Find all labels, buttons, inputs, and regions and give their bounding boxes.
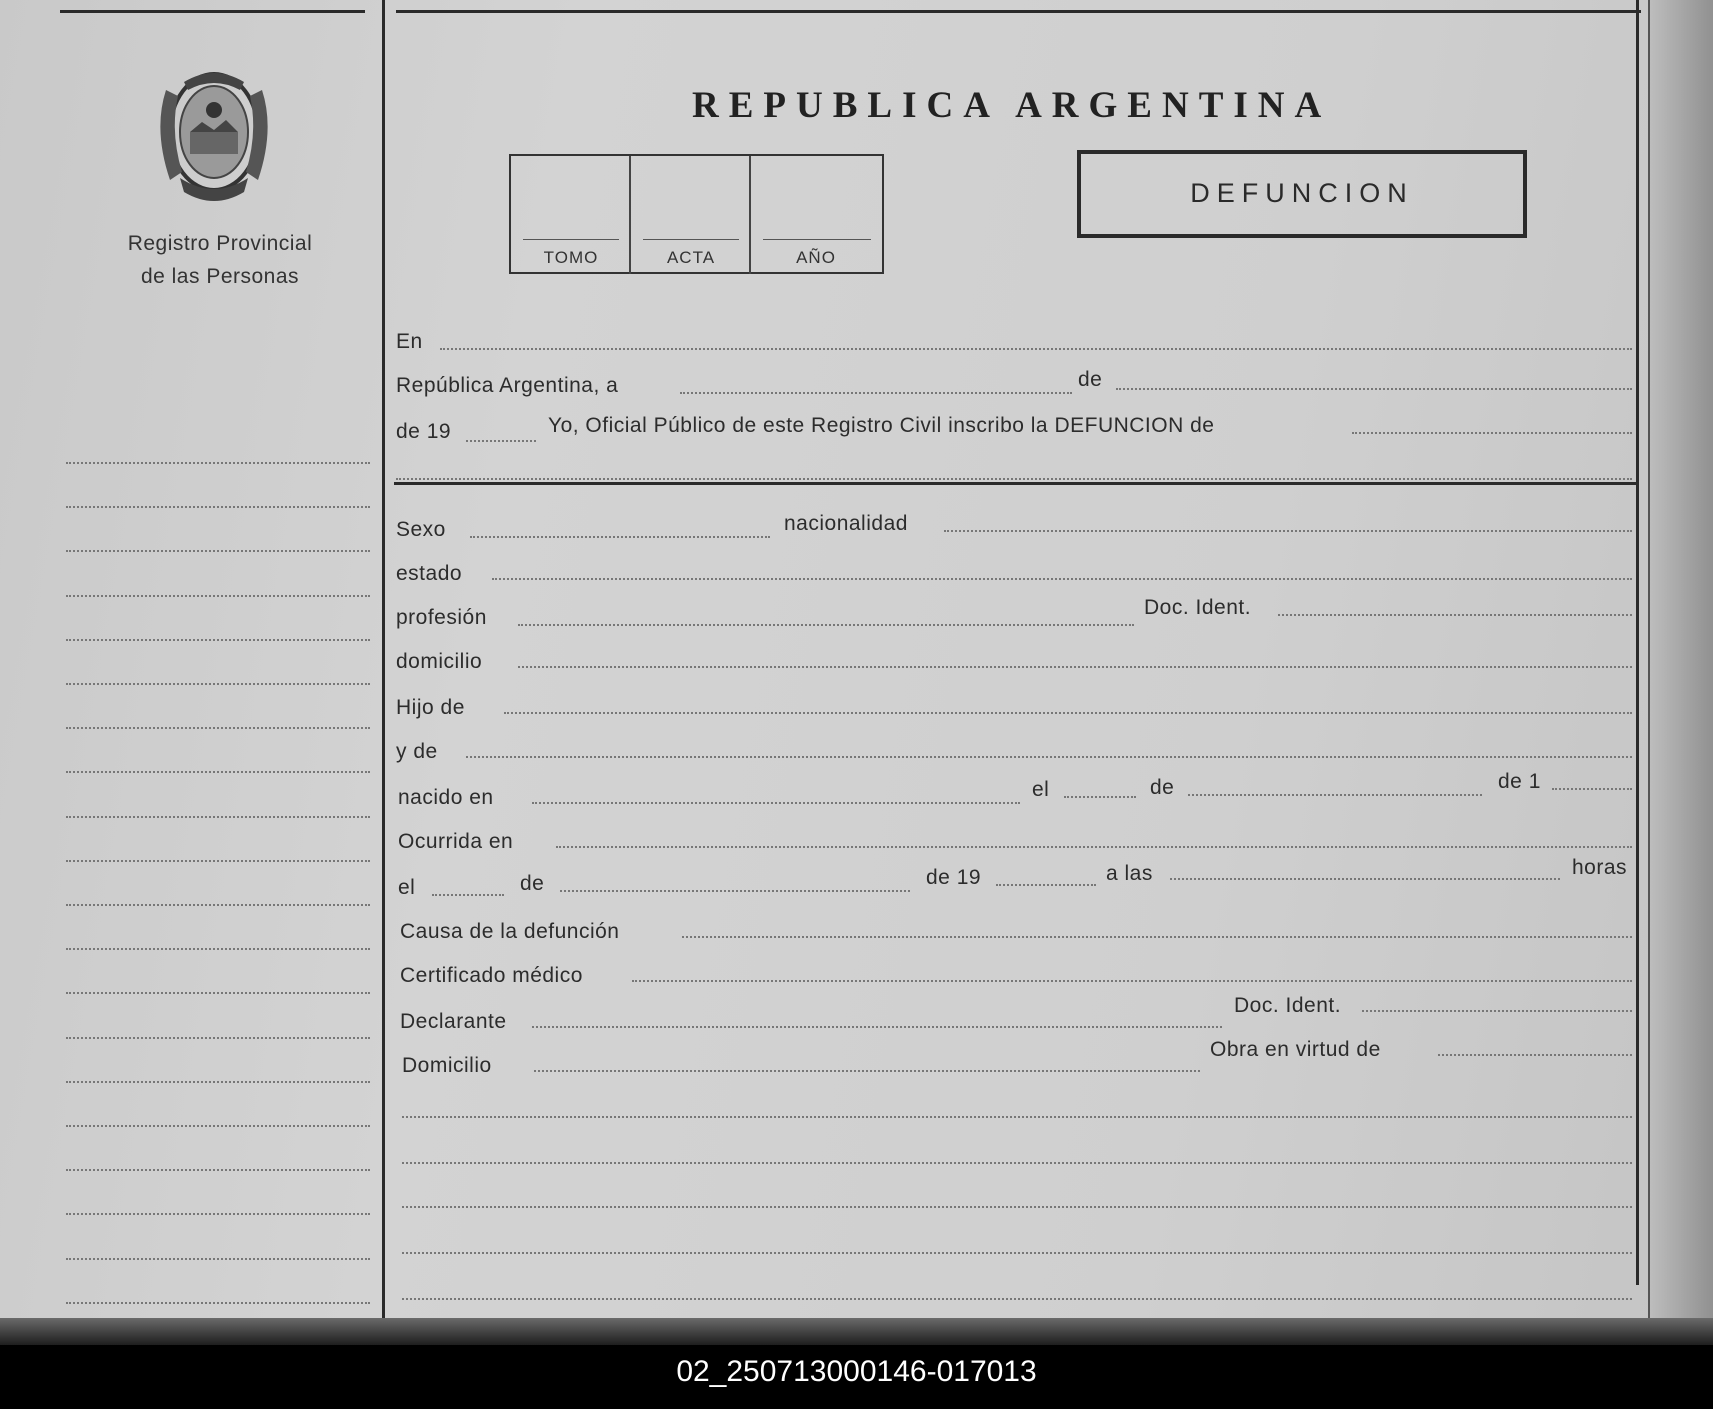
right-frame-line	[1636, 0, 1639, 1285]
sidebar-line[interactable]	[66, 860, 370, 862]
sidebar-line[interactable]	[66, 595, 370, 597]
sidebar-line[interactable]	[66, 639, 370, 641]
field-nacido-en[interactable]	[532, 802, 1020, 804]
label-domicilio-2: Domicilio	[402, 1054, 492, 1077]
field-obra[interactable]	[1438, 1054, 1632, 1056]
field-ocurrida-en[interactable]	[556, 846, 1632, 848]
form-type-label: DEFUNCION	[1190, 178, 1414, 208]
sidebar-title-line2: de las Personas	[140, 265, 300, 288]
field-profesion[interactable]	[518, 624, 1134, 626]
label-nacionalidad: nacionalidad	[784, 512, 908, 535]
sidebar-line[interactable]	[66, 1213, 370, 1215]
field-date-day[interactable]	[680, 392, 1072, 394]
label-declarante: Declarante	[400, 1010, 507, 1033]
field-estado[interactable]	[492, 578, 1632, 580]
sidebar-line[interactable]	[66, 1037, 370, 1039]
sidebar-line[interactable]	[66, 683, 370, 685]
field-domicilio-2[interactable]	[534, 1070, 1200, 1072]
field-en[interactable]	[440, 348, 1632, 350]
field-blank-2[interactable]	[402, 1162, 1632, 1164]
label-de-3: de	[520, 872, 545, 895]
label-republica: República Argentina, a	[396, 374, 619, 397]
label-a-las: a las	[1106, 862, 1153, 885]
field-deceased-name[interactable]	[1352, 432, 1632, 434]
field-nacido-mes[interactable]	[1188, 794, 1482, 796]
label-hijo-de: Hijo de	[396, 696, 465, 719]
label-doc-ident-1: Doc. Ident.	[1144, 596, 1252, 619]
label-certificado: Certificado médico	[400, 964, 583, 987]
page-edge	[1648, 0, 1713, 1345]
binding-shadow	[0, 1318, 1713, 1345]
provincial-seal-icon	[148, 60, 280, 205]
sidebar-line[interactable]	[66, 948, 370, 950]
label-ocurrida-en: Ocurrida en	[398, 830, 514, 853]
field-nacido-dia[interactable]	[1064, 796, 1136, 798]
label-el-1: el	[1032, 778, 1050, 801]
sidebar-title-line1: Registro Provincial	[127, 232, 313, 255]
label-de-1: de	[1078, 368, 1103, 391]
field-nacionalidad[interactable]	[944, 530, 1632, 532]
field-nacido-ano[interactable]	[1552, 788, 1632, 790]
image-caption: 02_250713000146-017013	[676, 1355, 1037, 1388]
label-inscribo: Yo, Oficial Público de este Registro Civil inscribo la DEFUNCION de	[548, 414, 1215, 437]
sidebar-line[interactable]	[66, 1169, 370, 1171]
label-de-1b: de 1	[1498, 770, 1541, 793]
form-type-box	[1077, 150, 1527, 238]
sidebar-line[interactable]	[66, 1081, 370, 1083]
label-horas: horas	[1572, 856, 1628, 879]
label-de-19b: de 19	[926, 866, 982, 889]
page-title: REPUBLICA ARGENTINA	[692, 85, 1332, 126]
field-doc-ident-1[interactable]	[1278, 614, 1632, 616]
field-certificado[interactable]	[632, 980, 1632, 982]
field-ocurrida-ano[interactable]	[996, 884, 1096, 886]
field-blank-4[interactable]	[402, 1252, 1632, 1254]
register-label-tomo: TOMO	[543, 248, 599, 267]
field-domicilio[interactable]	[518, 666, 1632, 668]
field-ocurrida-dia[interactable]	[432, 894, 504, 896]
field-deceased-name-cont[interactable]	[396, 478, 1632, 480]
label-obra: Obra en virtud de	[1210, 1038, 1381, 1061]
sidebar-line[interactable]	[66, 506, 370, 508]
sidebar-line[interactable]	[66, 727, 370, 729]
label-estado: estado	[396, 562, 463, 585]
sidebar-line[interactable]	[66, 1258, 370, 1260]
field-causa[interactable]	[682, 936, 1632, 938]
field-blank-5[interactable]	[402, 1298, 1632, 1300]
sidebar-line[interactable]	[66, 904, 370, 906]
field-hijo-de[interactable]	[504, 712, 1632, 714]
sidebar-line[interactable]	[66, 1302, 370, 1304]
field-y-de[interactable]	[466, 756, 1632, 758]
label-sexo: Sexo	[396, 518, 446, 541]
top-rule-left	[60, 10, 365, 13]
register-label-acta: ACTA	[666, 248, 716, 267]
label-de-2: de	[1150, 776, 1175, 799]
field-date-month[interactable]	[1116, 388, 1632, 390]
register-label-ano: AÑO	[796, 248, 836, 267]
register-box	[509, 154, 884, 274]
label-causa: Causa de la defunción	[400, 920, 620, 943]
label-en: En	[396, 330, 423, 353]
field-ocurrida-mes[interactable]	[560, 890, 910, 892]
label-domicilio: domicilio	[396, 650, 483, 673]
field-blank-1[interactable]	[402, 1116, 1632, 1118]
field-blank-3[interactable]	[402, 1206, 1632, 1208]
sidebar-line[interactable]	[66, 462, 370, 464]
label-y-de: y de	[396, 740, 438, 763]
label-nacido-en: nacido en	[398, 786, 494, 809]
label-de19: de 19	[396, 420, 452, 443]
sidebar-line[interactable]	[66, 816, 370, 818]
field-declarante[interactable]	[532, 1026, 1222, 1028]
sidebar-line[interactable]	[66, 1125, 370, 1127]
field-hora[interactable]	[1170, 878, 1560, 880]
label-profesion: profesión	[396, 606, 487, 629]
left-column-divider	[382, 0, 385, 1320]
sidebar-line[interactable]	[66, 992, 370, 994]
top-rule-right	[396, 10, 1641, 13]
label-doc-ident-2: Doc. Ident.	[1234, 994, 1342, 1017]
sidebar-line[interactable]	[66, 771, 370, 773]
field-doc-ident-2[interactable]	[1362, 1010, 1632, 1012]
field-sexo[interactable]	[470, 536, 770, 538]
field-year[interactable]	[466, 440, 536, 442]
section-divider	[394, 482, 1636, 485]
label-el-2: el	[398, 876, 416, 899]
sidebar-line[interactable]	[66, 550, 370, 552]
